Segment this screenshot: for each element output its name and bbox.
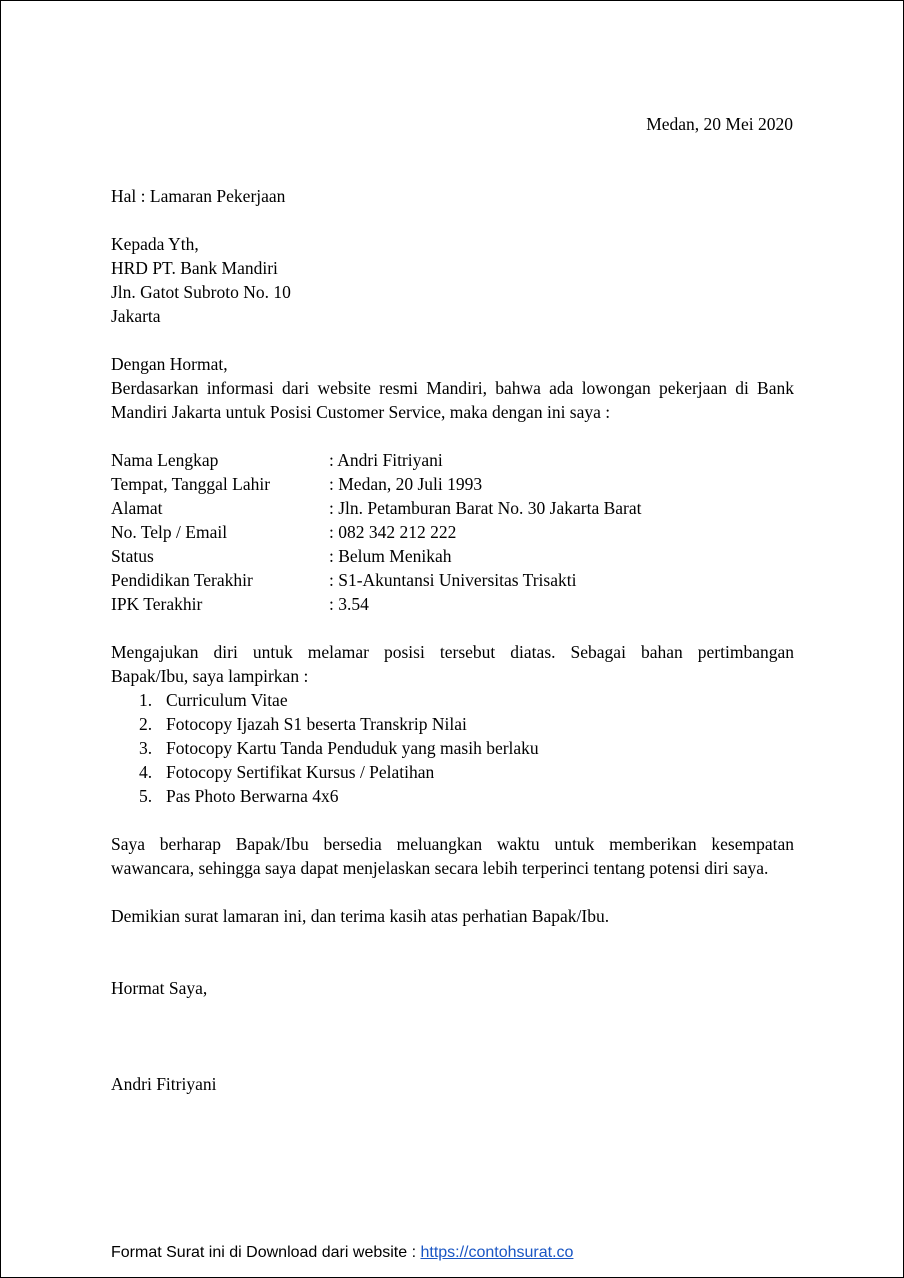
list-number: 2.: [139, 714, 153, 734]
field-value: : Jln. Petamburan Barat No. 30 Jakarta Barat: [329, 498, 642, 518]
letter-date: Medan, 20 Mei 2020: [646, 114, 793, 134]
field-label: Tempat, Tanggal Lahir: [111, 474, 271, 494]
field-value: : Belum Menikah: [329, 546, 452, 566]
letter-subject: Hal : Lamaran Pekerjaan: [111, 186, 286, 206]
footer-text: Format Surat ini di Download dari website :: [111, 1244, 421, 1261]
list-item: Fotocopy Kartu Tanda Penduduk yang masih berlaku: [166, 738, 539, 758]
field-label: Alamat: [111, 498, 163, 518]
list-number: 5.: [139, 786, 153, 806]
footer: [111, 1242, 573, 1264]
hope-line: wawancara, sehingga saya dapat menjelaskan secara lebih terperinci tentang potensi diri saya.: [111, 858, 769, 878]
field-label: Status: [111, 546, 154, 566]
field-value: : 082 342 212 222: [329, 522, 457, 542]
field-value: : Andri Fitriyani: [329, 450, 443, 470]
recipient-line: HRD PT. Bank Mandiri: [111, 258, 278, 278]
hope-line: Saya berharap Bapak/Ibu bersedia meluangkan waktu untuk memberikan kesempatan: [111, 834, 794, 854]
footer-link[interactable]: https://contohsurat.co: [420, 1244, 574, 1261]
field-value: : S1-Akuntansi Universitas Trisakti: [329, 570, 577, 590]
field-label: IPK Terakhir: [111, 594, 203, 614]
recipient-line: Jakarta: [111, 306, 161, 326]
greeting: Dengan Hormat,: [111, 354, 228, 374]
list-number: 4.: [139, 762, 153, 782]
apply-paragraph: [111, 640, 794, 688]
list-item: Fotocopy Ijazah S1 beserta Transkrip Nilai: [166, 714, 467, 734]
recipient-line: Kepada Yth,: [111, 234, 199, 254]
field-value: : 3.54: [329, 594, 369, 614]
signature-name: Andri Fitriyani: [111, 1074, 217, 1094]
apply-line: Mengajukan diri untuk melamar posisi tersebut diatas. Sebagai bahan pertimbangan: [111, 642, 794, 662]
field-label: No. Telp / Email: [111, 522, 228, 542]
recipient-line: Jln. Gatot Subroto No. 10: [111, 282, 291, 302]
intro-paragraph: [111, 376, 794, 424]
closing-sentence: Demikian surat lamaran ini, dan terima kasih atas perhatian Bapak/Ibu.: [111, 906, 610, 926]
field-label: Pendidikan Terakhir: [111, 570, 253, 590]
intro-line: Mandiri Jakarta untuk Posisi Customer Service, maka dengan ini saya :: [111, 402, 611, 422]
list-item: Fotocopy Sertifikat Kursus / Pelatihan: [166, 762, 435, 782]
list-number: 1.: [139, 690, 153, 710]
list-number: 3.: [139, 738, 153, 758]
list-item: Pas Photo Berwarna 4x6: [166, 786, 339, 806]
field-value: : Medan, 20 Juli 1993: [329, 474, 483, 494]
field-label: Nama Lengkap: [111, 450, 219, 470]
hope-paragraph: [111, 832, 794, 880]
intro-line: Berdasarkan informasi dari website resmi Mandiri, bahwa ada lowongan pekerjaan di Bank: [111, 378, 794, 398]
list-item: Curriculum Vitae: [166, 690, 288, 710]
apply-line: Bapak/Ibu, saya lampirkan :: [111, 666, 309, 686]
signoff: Hormat Saya,: [111, 978, 208, 998]
